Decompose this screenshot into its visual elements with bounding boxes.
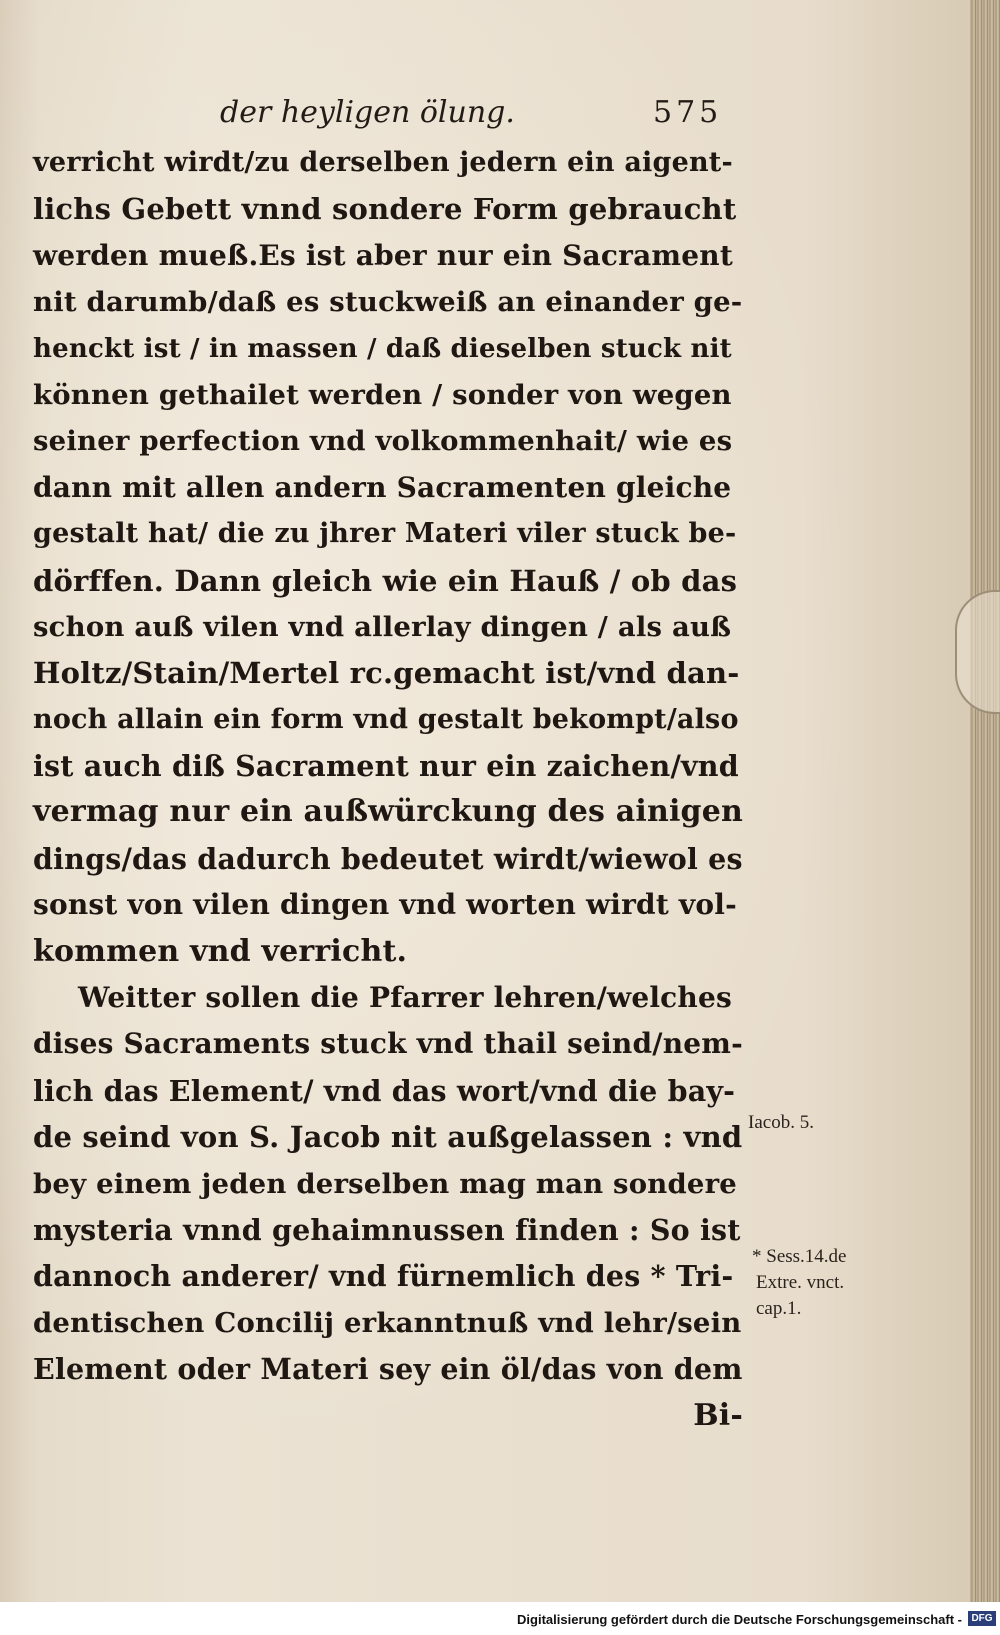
text-line: verricht wirdt/zu derselben jedern ein aigent-: [33, 147, 733, 178]
text-line: Weitter sollen die Pfarrer lehren/welches: [78, 981, 732, 1015]
text-line: dörffen. Dann gleich wie ein Hauß / ob das: [33, 563, 738, 598]
marginal-note-extre: Extre. vnct.: [756, 1272, 845, 1293]
text-line: noch allain ein form vnd gestalt bekompt/also: [33, 703, 739, 735]
page-header: [0, 95, 970, 135]
text-line: schon auß vilen vnd allerlay dingen / als auß: [33, 610, 732, 643]
running-title: der heyligen ölung.: [220, 95, 515, 130]
text-line: gestalt hat/ die zu jhrer Materi viler stuck be-: [33, 518, 737, 550]
funding-credit: Digitalisierung gefördert durch die Deutsche Forschungsgemeinschaft -: [517, 1612, 962, 1627]
text-line: mysteria vnnd gehaimnussen finden : So ist: [33, 1212, 741, 1247]
text-line: kommen vnd verricht.: [33, 933, 408, 969]
text-line: henckt ist / in massen / daß dieselben stuck nit: [33, 333, 732, 364]
text-line: können gethailet werden / sonder von wegen: [33, 378, 732, 411]
marginal-note-cap: cap.1.: [756, 1298, 802, 1319]
text-line: lich das Element/ vnd das wort/vnd die bay-: [33, 1073, 736, 1108]
text-line: dannoch anderer/ vnd fürnemlich des * Tri-: [33, 1259, 734, 1294]
text-line: ist auch diß Sacrament nur ein zaichen/vnd: [33, 749, 739, 784]
text-line: dann mit allen andern Sacramenten gleiche: [33, 470, 732, 504]
catchword: Bi-: [693, 1397, 743, 1433]
text-line: lichs Gebett vnnd sondere Form gebraucht: [33, 192, 737, 227]
page-number: 575: [653, 95, 723, 130]
page-edges: [970, 0, 1000, 1602]
book-clasp: [955, 590, 1000, 714]
text-line: nit darumb/daß es stuckweiß an einander ge-: [33, 286, 743, 319]
marginal-note-sess: * Sess.14.de: [752, 1246, 847, 1267]
text-line: sonst von vilen dingen vnd worten wirdt vol-: [33, 888, 737, 922]
text-line: vermag nur ein außwürckung des ainigen: [33, 794, 744, 830]
text-line: bey einem jeden derselben mag man sondere: [33, 1167, 737, 1200]
text-line: Element oder Materi sey ein öl/das von dem: [33, 1352, 743, 1387]
text-line: Holtz/Stain/Mertel rc.gemacht ist/vnd dan-: [33, 656, 740, 691]
marginal-note-jacob: Iacob. 5.: [748, 1112, 814, 1133]
text-line: dings/das dadurch bedeutet wirdt/wiewol es: [33, 841, 743, 876]
text-line: seiner perfection vnd volkommenhait/ wie es: [33, 425, 733, 458]
text-line: dentischen Concilij erkanntnuß vnd lehr/sein: [33, 1306, 742, 1339]
text-line: de seind von S. Jacob nit außgelassen : vnd: [33, 1120, 743, 1155]
footer: [0, 1602, 1000, 1635]
text-line: dises Sacraments stuck vnd thail seind/nem-: [33, 1027, 743, 1061]
text-line: werden mueß.Es ist aber nur ein Sacrament: [33, 238, 733, 272]
body-text: [33, 140, 743, 1439]
dfg-logo-icon: DFG: [968, 1611, 996, 1626]
